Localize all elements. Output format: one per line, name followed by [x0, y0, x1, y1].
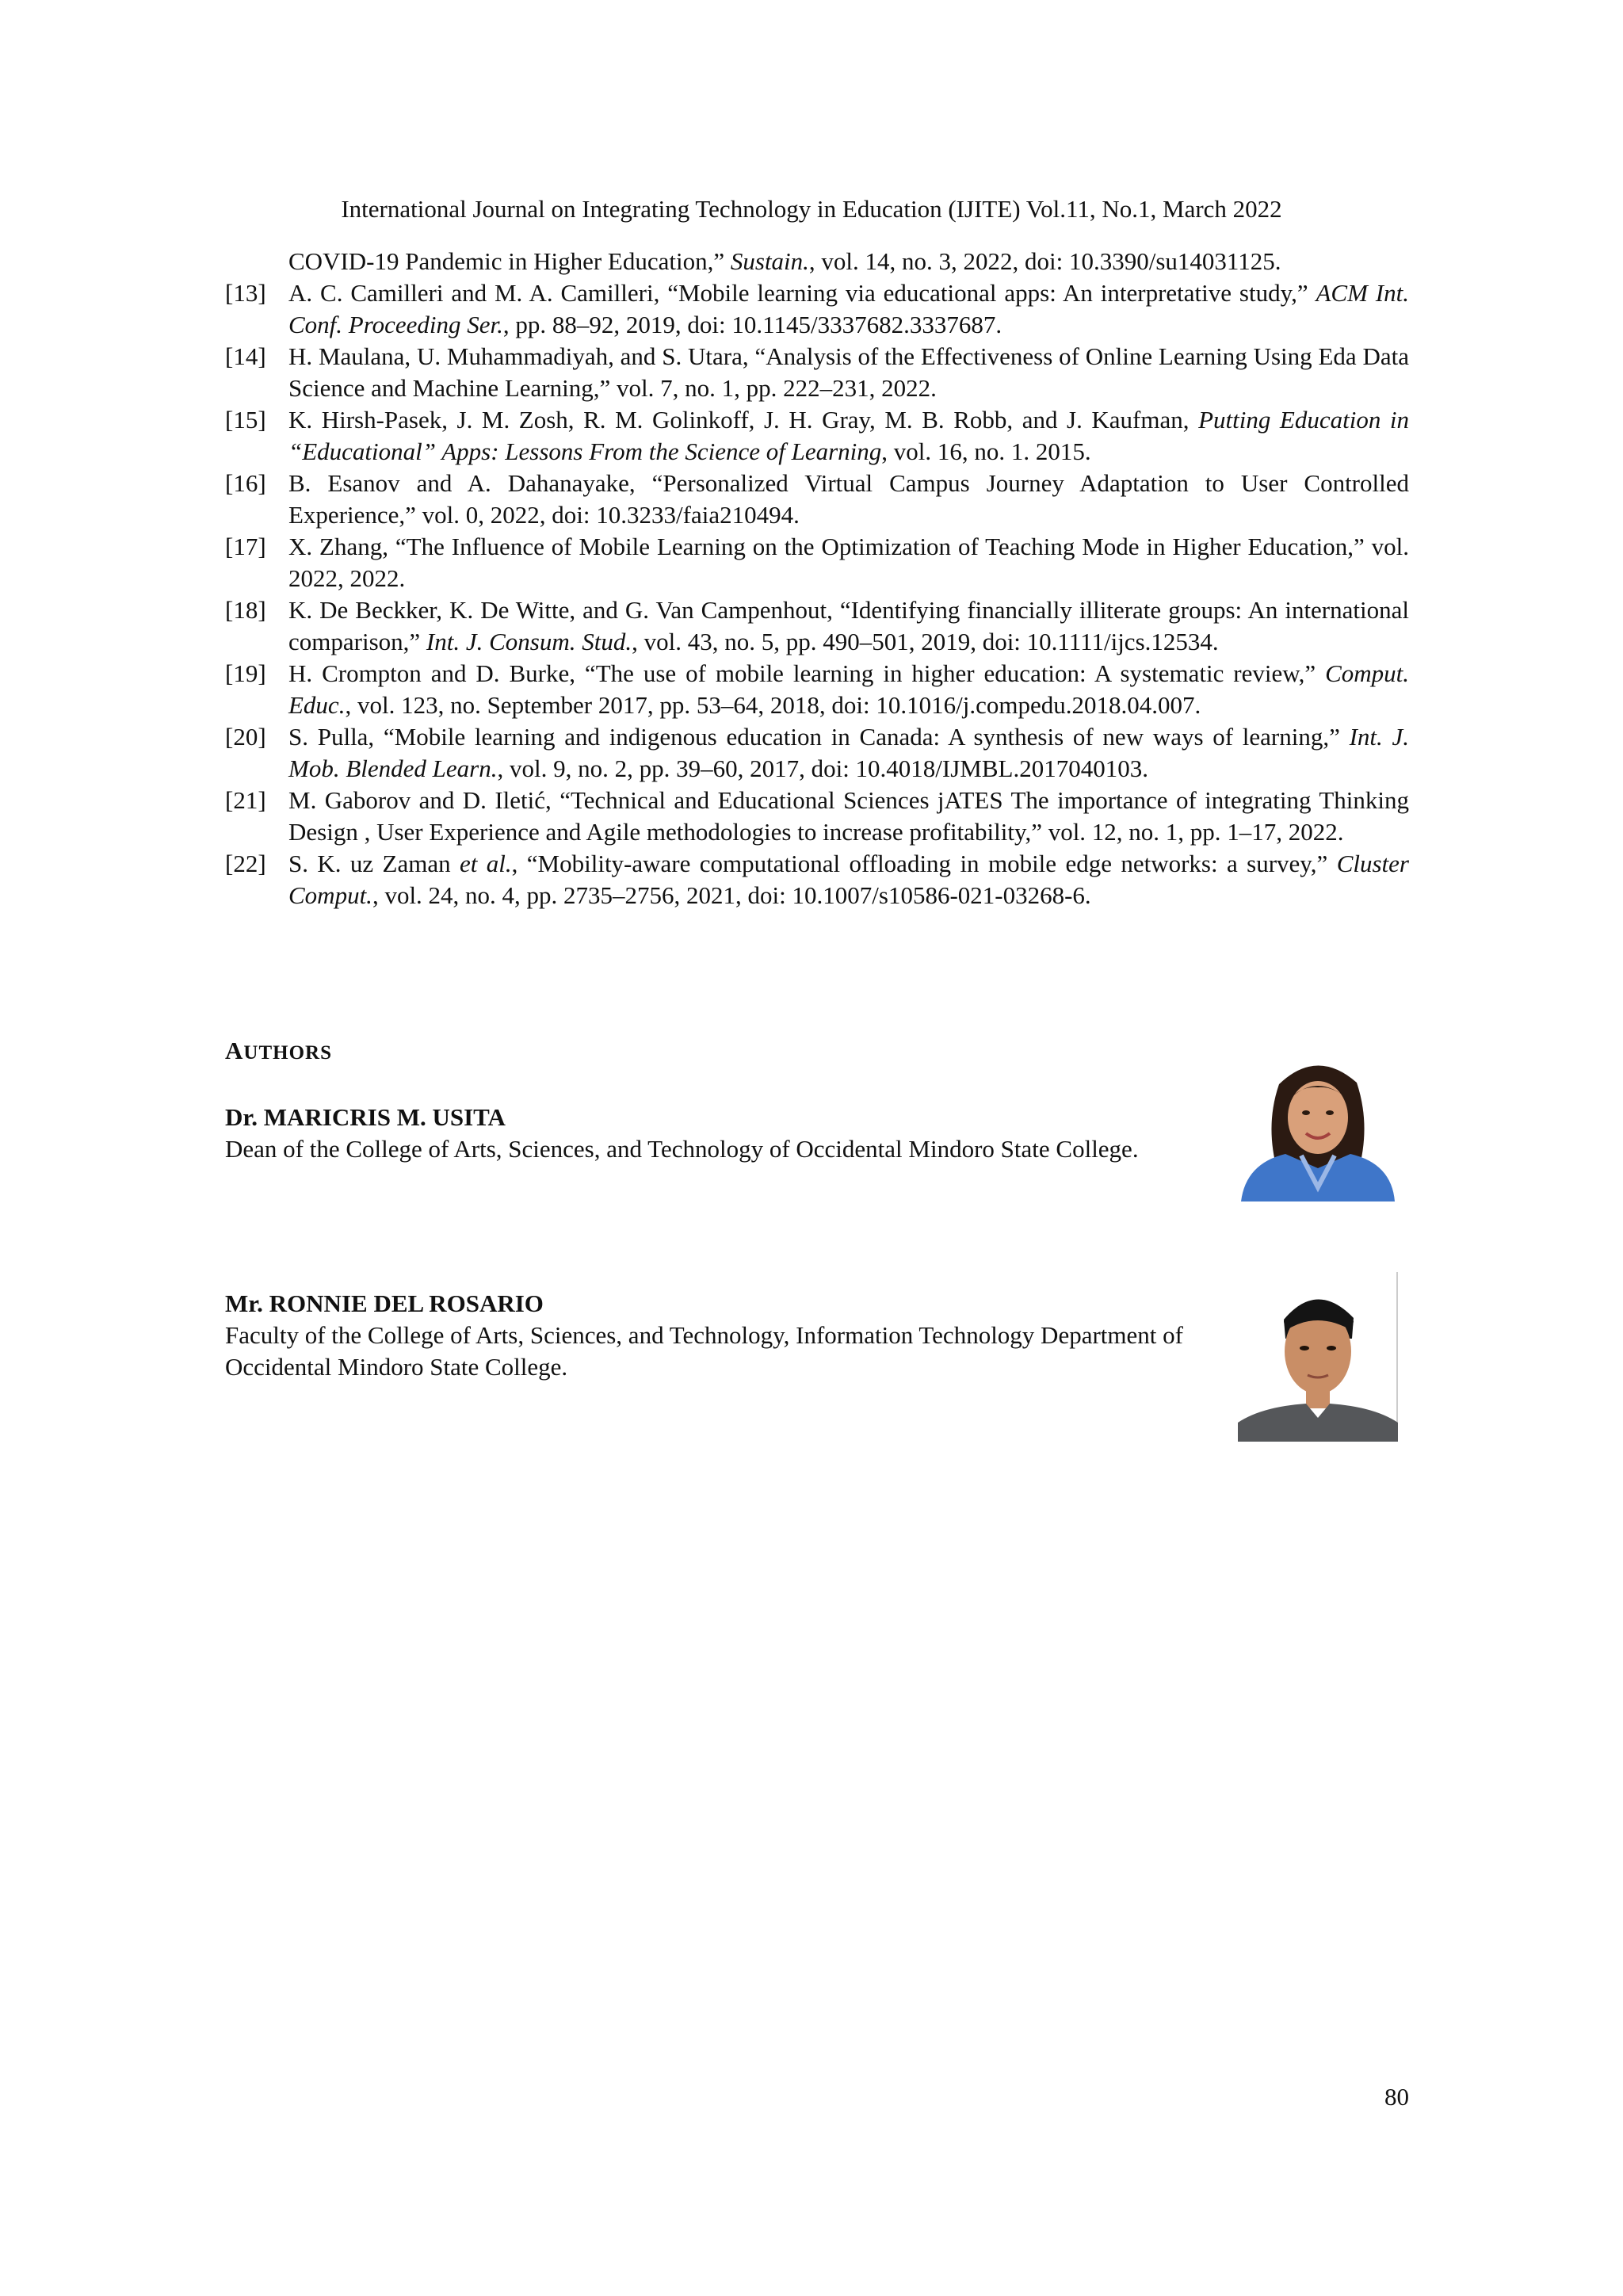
reference-text-part: B. Esanov and A. Dahanayake, “Personalized Virtual Campus Journey Adaptation to User Controlled Experience,” vol. 0, 2022, doi: 10.3233/faia210494.: [288, 469, 1409, 529]
authors-heading: [225, 1037, 332, 1065]
reference-title-italic: Int. J. Consum. Stud.: [426, 628, 632, 655]
authors-heading-initial: A: [225, 1037, 244, 1064]
author-1: [225, 1102, 1216, 1165]
reference-text-part: H. Crompton and D. Burke, “The use of mobile learning in higher education: A systematic review,”: [288, 659, 1326, 687]
reference-text-part: S. K. uz Zaman: [288, 850, 460, 877]
reference-item: [225, 404, 1409, 468]
reference-text-part: , vol. 14, no. 3, 2022, doi: 10.3390/su14031125.: [808, 247, 1281, 275]
reference-text: [288, 246, 1409, 277]
reference-title-italic: Cluster Comput.: [288, 850, 1409, 909]
reference-title-italic: Putting Education in “Educational” Apps: Lessons From the Science of Learning: [288, 406, 1409, 465]
reference-text: [288, 531, 1409, 594]
reference-text: [288, 848, 1409, 911]
reference-title-italic: et al.: [460, 850, 512, 877]
reference-text-part: , vol. 123, no. September 2017, pp. 53–64, 2018, doi: 10.1016/j.compedu.2018.04.007.: [345, 691, 1201, 719]
reference-item: [225, 848, 1409, 911]
author-2: [225, 1288, 1216, 1383]
reference-item: [225, 531, 1409, 594]
reference-item: [225, 658, 1409, 721]
reference-text-part: , vol. 9, no. 2, pp. 39–60, 2017, doi: 10.4018/IJMBL.2017040103.: [497, 755, 1148, 782]
reference-number: [13]: [225, 279, 266, 307]
reference-list: [225, 246, 1409, 911]
reference-item: [225, 277, 1409, 341]
reference-text-part: , “Mobility-aware computational offloading in mobile edge networks: a survey,”: [511, 850, 1337, 877]
reference-text-part: S. Pulla, “Mobile learning and indigenous education in Canada: A synthesis of new ways of learning,”: [288, 723, 1350, 751]
author-bio: Faculty of the College of Arts, Sciences, and Technology, Information Technology Department of Occidental Mindoro State College.: [225, 1321, 1183, 1381]
reference-item: [225, 721, 1409, 785]
reference-title-italic: Comput. Educ.: [288, 659, 1409, 719]
reference-number: [19]: [225, 659, 266, 687]
reference-text: [288, 277, 1409, 341]
page-number: 80: [1384, 2083, 1409, 2111]
reference-text: [288, 468, 1409, 531]
reference-item: [225, 785, 1409, 848]
reference-text-part: A. C. Camilleri and M. A. Camilleri, “Mobile learning via educational apps: An interpretative study,”: [288, 279, 1316, 307]
reference-title-italic: Sustain.: [730, 247, 809, 275]
author-bio: Dean of the College of Arts, Sciences, and Technology of Occidental Mindoro State College.: [225, 1135, 1139, 1163]
reference-number: [21]: [225, 786, 266, 814]
author-photo-del-rosario: [1238, 1272, 1398, 1442]
reference-text-part: H. Maulana, U. Muhammadiyah, and S. Utara, “Analysis of the Effectiveness of Online Learning Using Eda Data Science and Machine Learning,” vol. 7, no. 1, pp. 222–231, 2022.: [288, 342, 1409, 402]
author-photo-usita: [1238, 1052, 1398, 1201]
reference-number: [22]: [225, 850, 266, 877]
reference-text: [288, 404, 1409, 468]
reference-text-part: K. De Beckker, K. De Witte, and G. Van Campenhout, “Identifying financially illiterate groups: An international comparison,”: [288, 596, 1409, 655]
reference-number: [16]: [225, 469, 266, 497]
reference-text-part: X. Zhang, “The Influence of Mobile Learning on the Optimization of Teaching Mode in Higher Education,” vol. 2022, 2022.: [288, 533, 1409, 592]
reference-text: [288, 721, 1409, 785]
reference-text-part: COVID-19 Pandemic in Higher Education,”: [288, 247, 731, 275]
reference-text-part: , vol. 16, no. 1. 2015.: [881, 437, 1091, 465]
reference-title-italic: ACM Int. Conf. Proceeding Ser.: [288, 279, 1409, 338]
reference-text-part: , pp. 88–92, 2019, doi: 10.1145/3337682.3337687.: [502, 311, 1002, 338]
reference-title-italic: Int. J. Mob. Blended Learn.: [288, 723, 1409, 782]
reference-text-part: , vol. 24, no. 4, pp. 2735–2756, 2021, doi: 10.1007/s10586-021-03268-6.: [372, 881, 1091, 909]
reference-item: [225, 594, 1409, 658]
reference-text-part: , vol. 43, no. 5, pp. 490–501, 2019, doi: 10.1111/ijcs.12534.: [632, 628, 1219, 655]
reference-text-part: K. Hirsh-Pasek, J. M. Zosh, R. M. Golinkoff, J. H. Gray, M. B. Robb, and J. Kaufman,: [288, 406, 1199, 434]
reference-item: [225, 341, 1409, 404]
reference-number: [17]: [225, 533, 266, 560]
reference-text-part: M. Gaborov and D. Iletić, “Technical and Educational Sciences jATES The importance of integrating Thinking Design , User Experience and Agile methodologies to increase profitability,” vol. 12, no. 1, pp. 1–17, 2022.: [288, 786, 1409, 846]
author-name: Dr. MARICRIS M. USITA: [225, 1103, 506, 1131]
reference-number: [20]: [225, 723, 266, 751]
reference-number: [14]: [225, 342, 266, 370]
author-name: Mr. RONNIE DEL ROSARIO: [225, 1289, 544, 1317]
reference-item: [225, 246, 1409, 277]
reference-text: [288, 594, 1409, 658]
reference-number: [15]: [225, 406, 266, 434]
reference-text: [288, 785, 1409, 848]
reference-item: [225, 468, 1409, 531]
running-header: International Journal on Integrating Technology in Education (IJITE) Vol.11, No.1, March 2022: [341, 195, 1282, 223]
reference-number: [18]: [225, 596, 266, 624]
reference-text: [288, 341, 1409, 404]
reference-text: [288, 658, 1409, 721]
authors-heading-rest: UTHORS: [243, 1042, 332, 1064]
